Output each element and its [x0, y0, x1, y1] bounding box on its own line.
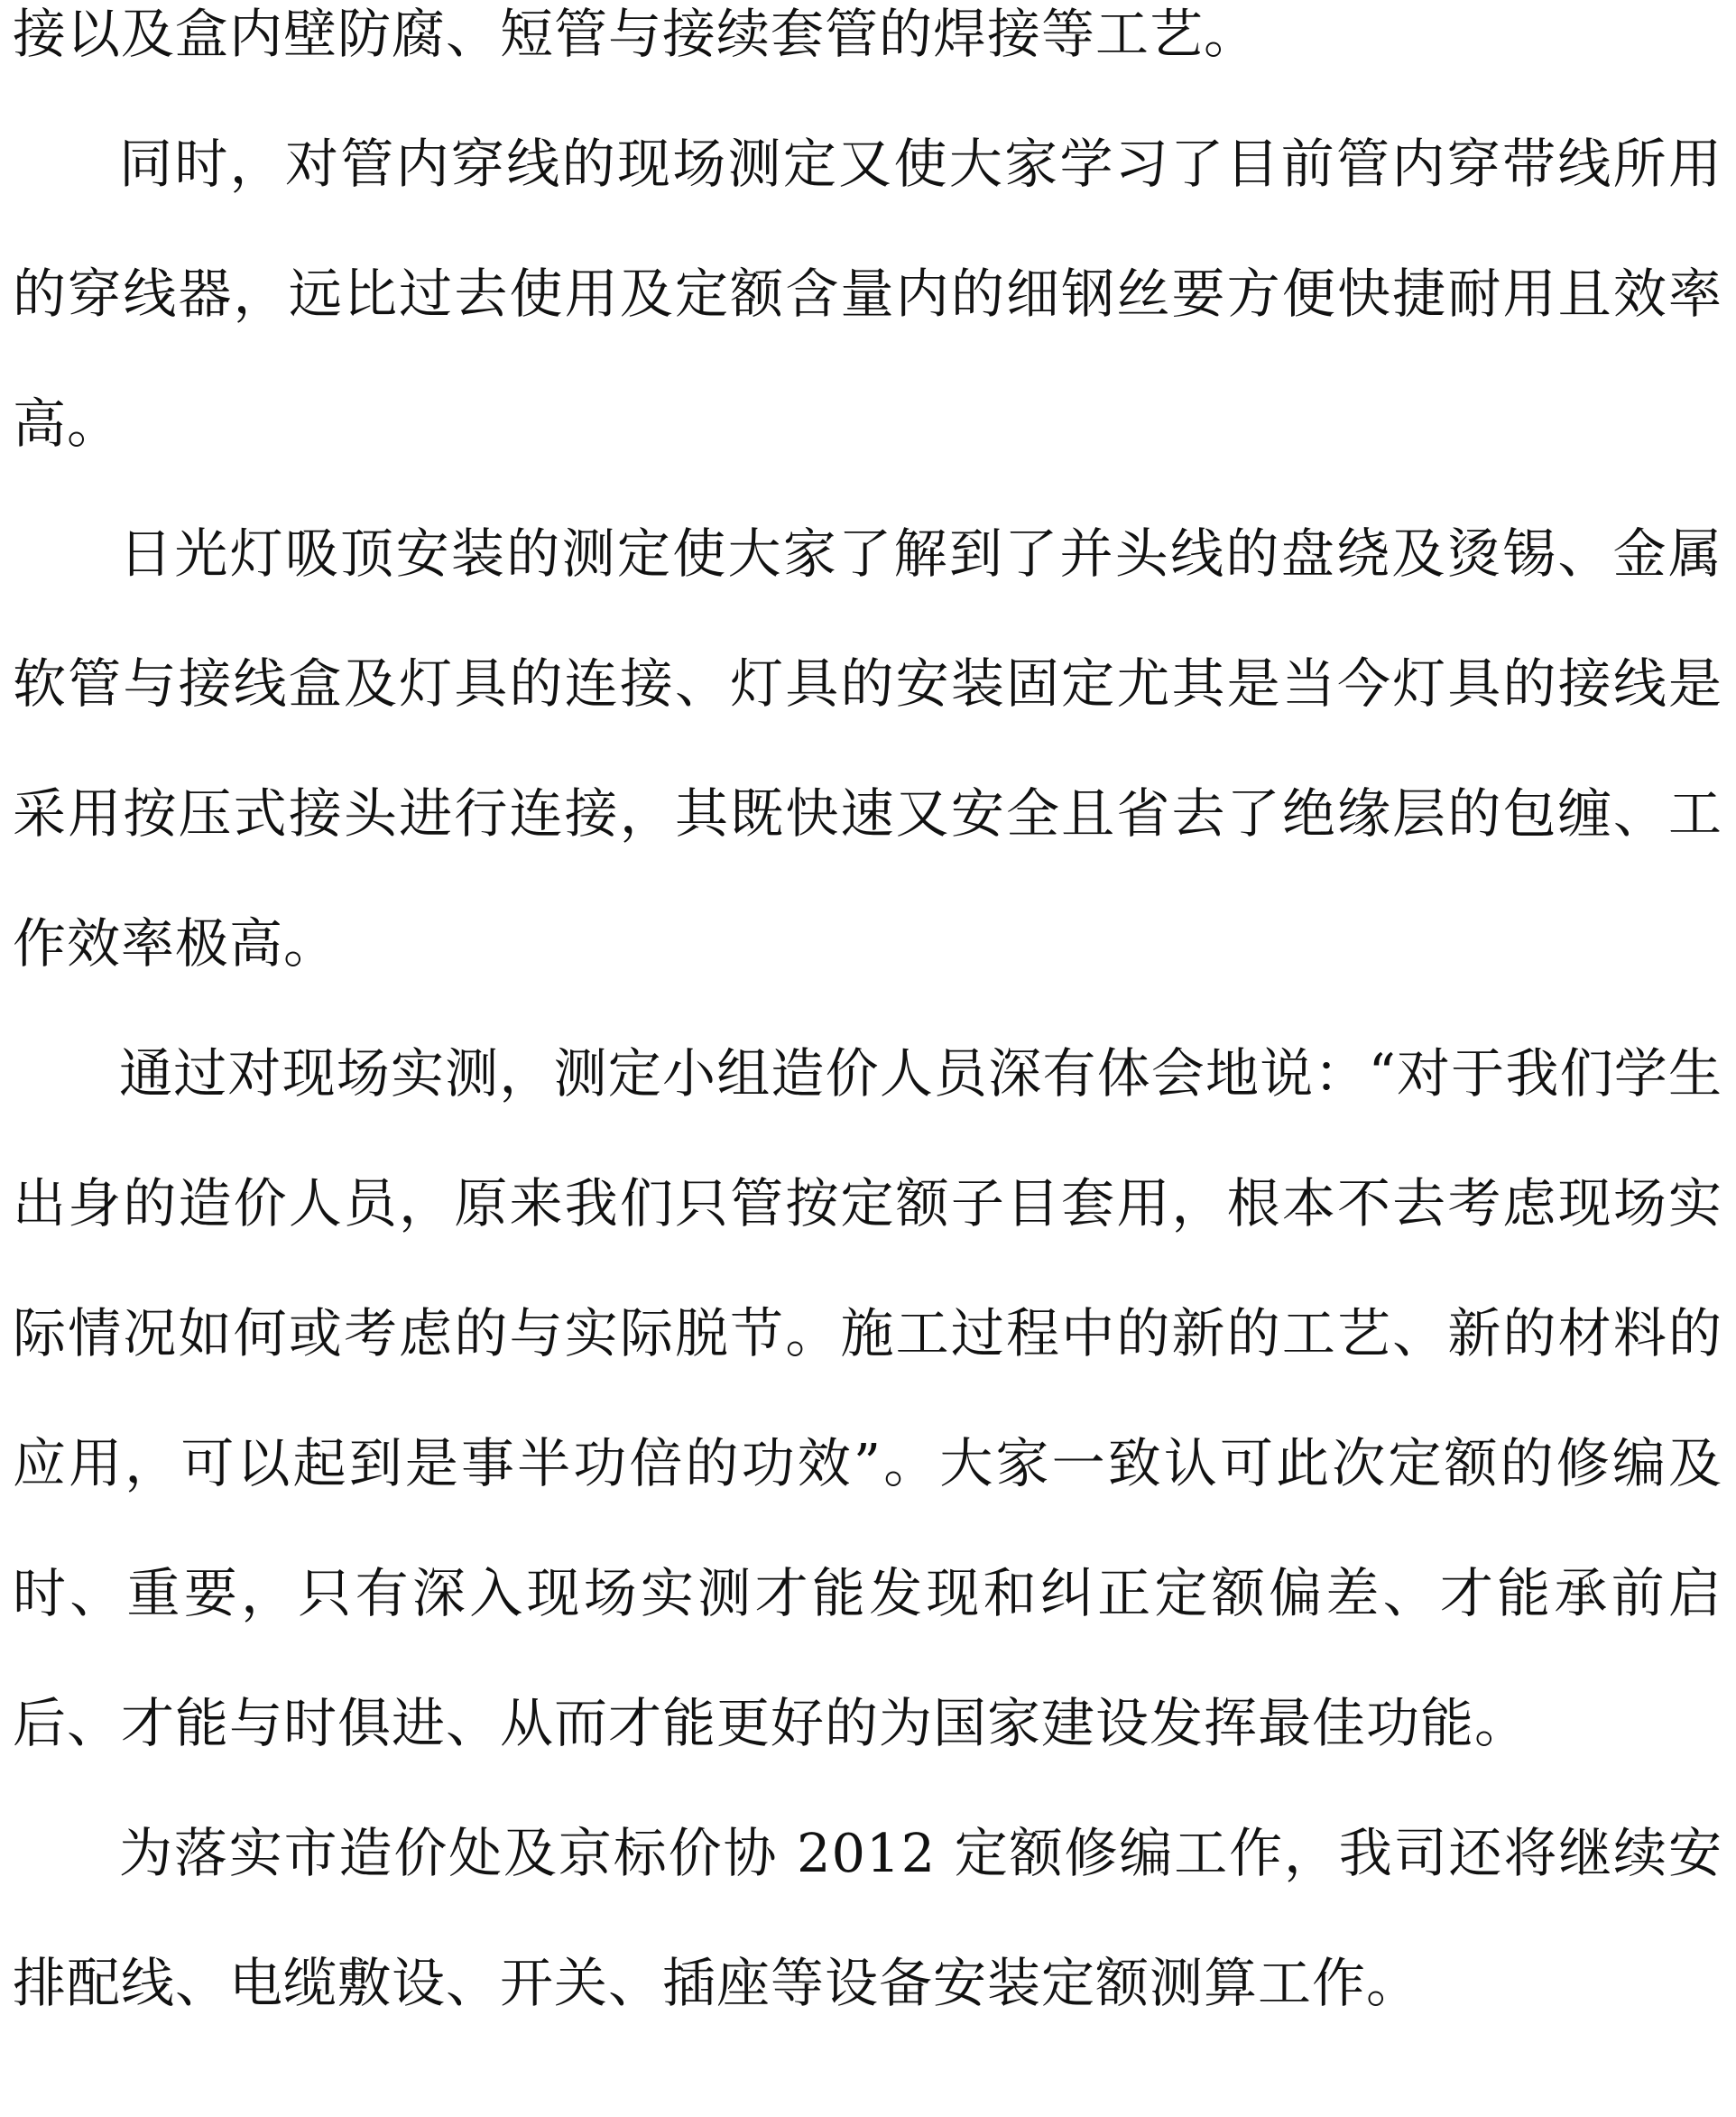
paragraph-team-feedback: 通过对现场实测，测定小组造价人员深有体会地说：“对于我们学生出身的造价人员，原来我们只管按定额子目套用，根本不去考虑现场实际情况如何或考虑的与实际脱节。施工过程中的新的工艺、新的材料的应用，可以起到是事半功倍的功效”。大家一致认可此次定额的修编及时、重要，只有深入现场实测才能发现和纠正定额偏差、才能承前启后、才能与时俱进、从而才能更好的为国家建设发挥最佳功能。 — [13, 1042, 1722, 1754]
paragraph-future-work: 为落实市造价处及京标价协 2012 定额修编工作，我司还将继续安排配线、电缆敷设、开关、插座等设备安装定额测算工作。 — [13, 1822, 1722, 2014]
paragraph-continuation: 接以及盒内壁防腐、短管与接续套管的焊接等工艺。 — [13, 3, 1259, 65]
paragraph-fluorescent-lamp: 日光灯吸顶安装的测定使大家了解到了并头线的盘绕及烫锡、金属软管与接线盒及灯具的连接、灯具的安装固定尤其是当今灯具的接线是采用按压式接头进行连接，其既快速又安全且省去了绝缘层的包缠、工作效率极高。 — [13, 522, 1722, 975]
document-body — [13, 0, 1722, 2048]
paragraph-wire-threading: 同时，对管内穿线的现场测定又使大家学习了目前管内穿带线所用的穿线器，远比过去使用及定额含量内的细钢丝要方便快捷耐用且效率高。 — [13, 133, 1722, 455]
